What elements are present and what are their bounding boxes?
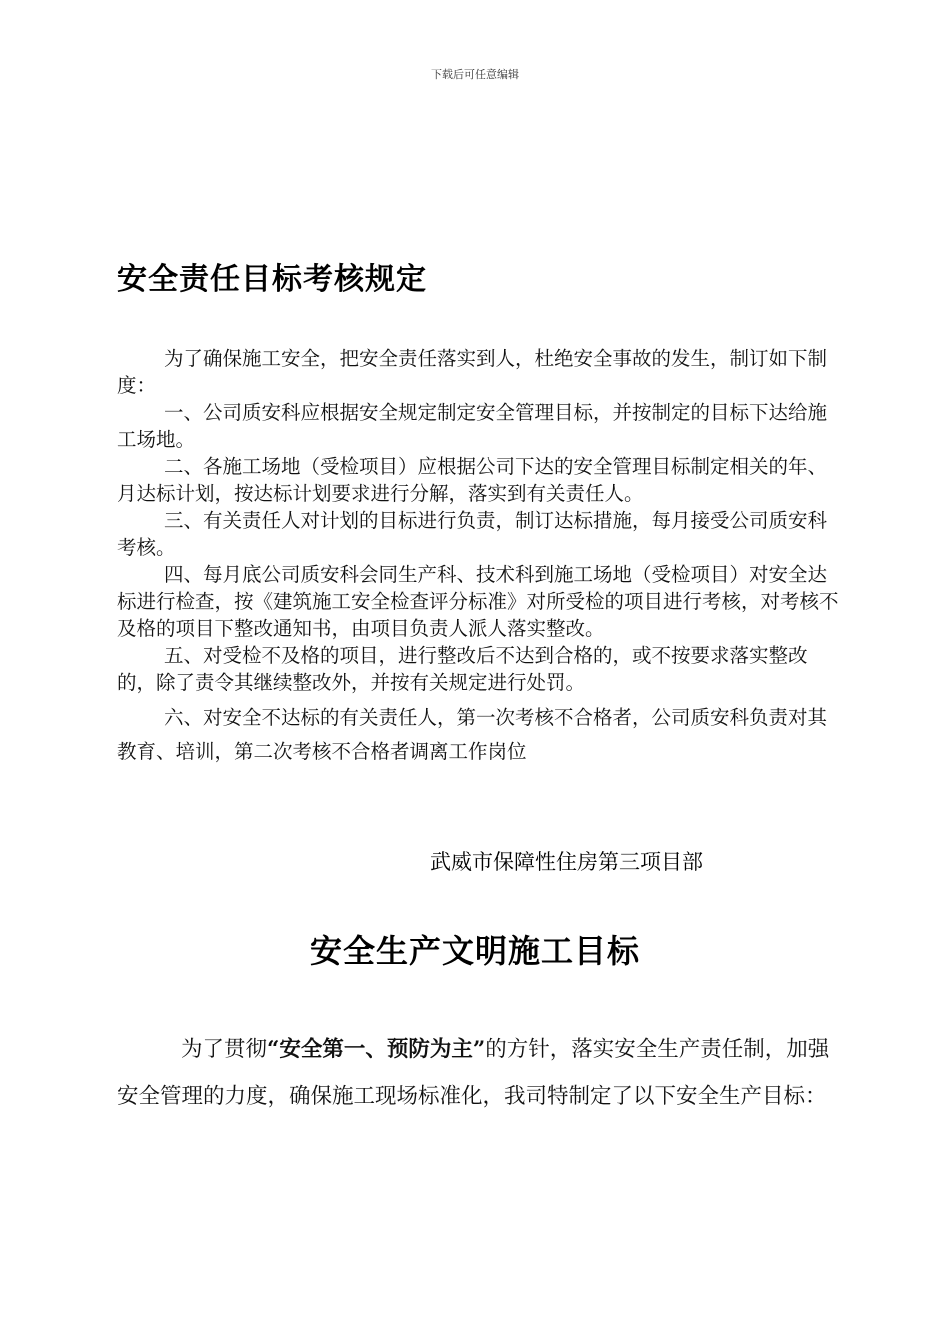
section2-body: [117, 1026, 839, 1120]
paragraph-item-4: 四、每月底公司质安科会同生产科、技术科到施工场地（受检项目）对安全达标进行检查，按《建筑施工安全检查评分标准》对所受检的项目进行考核，对考核不及格的项目下整改通知书，由项目负责人派人落实整改。: [117, 563, 839, 640]
intro-prefix: 为了贯彻: [181, 1037, 268, 1062]
paragraph-item-3: 三、有关责任人对计划的目标进行负责，制订达标措施，每月接受公司质安科考核。: [117, 509, 828, 559]
paragraph-item-2: 二、各施工场地（受检项目）应根据公司下达的安全管理目标制定相关的年、月达标计划，按达标计划要求进行分解，落实到有关责任人。: [117, 455, 828, 505]
intro-suffix: 的方针，落实安全生产责任制，加强安全管理的力度，确保施工现场标准化，我司特制定了以下安全生产目标：: [117, 1037, 830, 1109]
paragraph-item-5: 五、对受检不及格的项目，进行整改后不达到合格的，或不按要求落实整改的，除了责令其继续整改外，并按有关规定进行处罚。: [117, 644, 808, 694]
paragraph-item-6: 六、对安全不达标的有关责任人，第一次考核不合格者，公司质安科负责对其教育、培训，第二次考核不合格者调离工作岗位: [117, 706, 828, 763]
section1-title: 安全责任目标考核规定: [117, 262, 427, 297]
section2-intro-paragraph: [117, 1026, 839, 1120]
signature: 武威市保障性住房第三项目部: [430, 850, 703, 874]
paragraph-intro: 为了确保施工安全，把安全责任落实到人，杜绝安全事故的发生，制订如下制度：: [117, 347, 828, 397]
intro-bold-slogan: “安全第一、预防为主”: [267, 1037, 486, 1062]
section1-body: [117, 345, 839, 769]
paragraph-item-1: 一、公司质安科应根据安全规定制定安全管理目标，并按制定的目标下达给施工场地。: [117, 401, 828, 451]
header-note: 下载后可任意编辑: [431, 68, 519, 81]
section2-title: 安全生产文明施工目标: [309, 932, 640, 970]
